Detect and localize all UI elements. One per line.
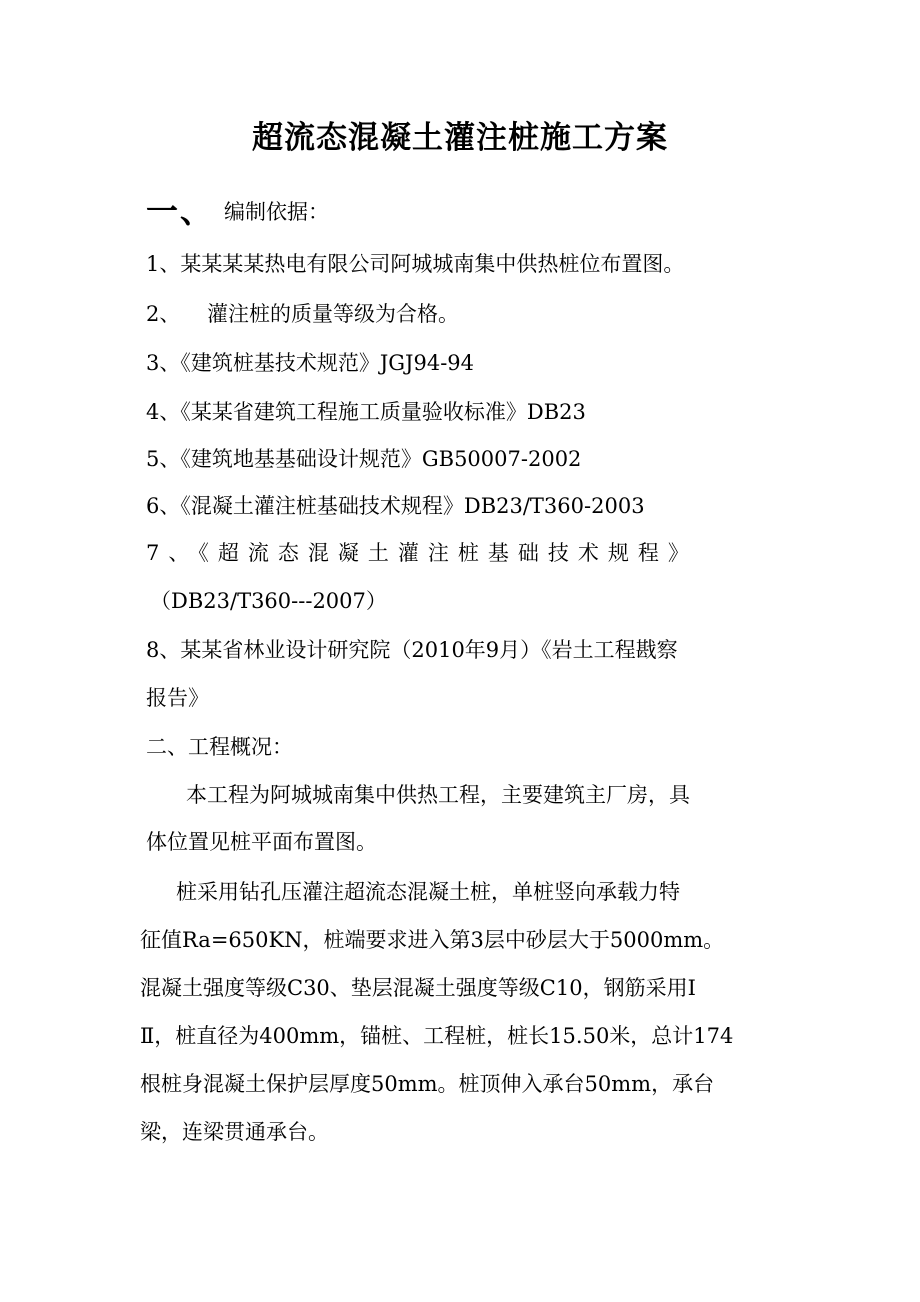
- overview-line-2: 体位置见桩平面布置图。: [146, 830, 377, 854]
- section-number: 一、: [146, 192, 215, 230]
- overview-line-1: 本工程为阿城城南集中供热工程，主要建筑主厂房，具: [186, 783, 690, 807]
- basis-item-8-cont: 报告》: [146, 686, 209, 710]
- basis-item-2: 2、 灌注桩的质量等级为合格。: [146, 302, 460, 326]
- pile-line-1: 桩采用钻孔压灌注超流态混凝土桩，单桩竖向承载力特: [176, 880, 680, 904]
- pile-line-5: 根桩身混凝土保护层厚度50mm。桩顶伸入承台50mm，承台: [140, 1072, 715, 1096]
- basis-item-7: 7、《超流态混凝土灌注桩基础技术规程》: [146, 541, 698, 565]
- basis-item-1: 1、某某某某热电有限公司阿城城南集中供热桩位布置图。: [146, 252, 685, 276]
- basis-item-6: 6、《混凝土灌注桩基础技术规程》DB23/T360-2003: [146, 494, 645, 518]
- pile-line-2: 征值Ra=650KN，桩端要求进入第3层中砂层大于5000mm。: [140, 928, 725, 952]
- pile-line-6: 梁，连梁贯通承台。: [140, 1120, 329, 1144]
- pile-line-4: Ⅱ，桩直径为400mm，锚桩、工程桩，桩长15.50米，总计174: [140, 1024, 734, 1048]
- section-heading-overview: 二、工程概况：: [146, 735, 293, 759]
- basis-item-5: 5、《建筑地基基础设计规范》GB50007-2002: [146, 447, 582, 471]
- basis-item-8: 8、某某省林业设计研究院（2010年9月）《岩土工程戡察: [146, 638, 678, 662]
- basis-item-7-code: （DB23/T360---2007）: [150, 589, 387, 613]
- document-title: 超流态混凝土灌注桩施工方案: [252, 120, 668, 156]
- section-heading-basis: [146, 186, 329, 232]
- section-title: 编制依据：: [224, 200, 330, 224]
- pile-line-3: 混凝土强度等级C30、垫层混凝土强度等级C10，钢筋采用Ⅰ: [140, 976, 696, 1000]
- basis-item-3: 3、《建筑桩基技术规范》JGJ94-94: [146, 351, 475, 375]
- basis-item-4: 4、《某某省建筑工程施工质量验收标准》DB23: [146, 400, 586, 424]
